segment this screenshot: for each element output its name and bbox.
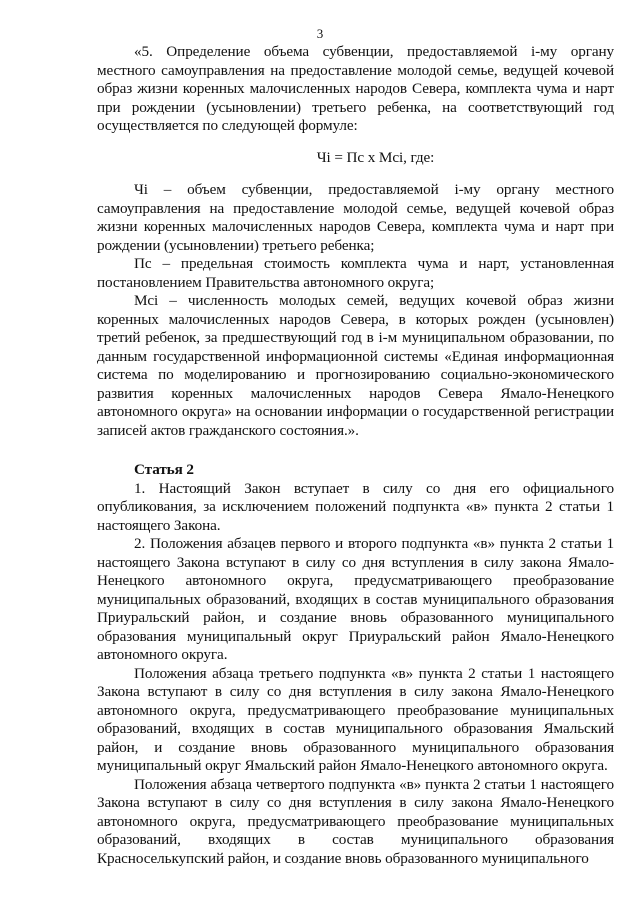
paragraph-term-chi: Чi – объем субвенции, предоставляемой i-му органу местного самоуправления на предоставление молодой семье, ведущей кочевой образ жизни коренных малочисленных народов Севера, комплекта чума и нарт при рождении (усыновлении) третьего ребенка;: [97, 181, 614, 254]
article-paragraph-4: Положения абзаца четвертого подпункта «в» пункта 2 статьи 1 настоящего Закона вступают в силу со дня вступления в силу закона Ямало-Ненецкого автономного округа, предусматривающего преобразование муниципальных образований, входящих в состав муниципального образования Красноселькупский район, и создание вновь образованного муниципального: [97, 775, 614, 867]
paragraph-subvention-definition: «5. Определение объема субвенции, предоставляемой i-му органу местного самоуправления на предоставление молодой семье, ведущей кочевой образ жизни коренных малочисленных народов Севера, комплекта чума и нарт при рождении (усыновлении) третьего ребенка, на соответствующий год осуществляется по следующей формуле:: [97, 43, 614, 134]
document-body: [97, 43, 614, 868]
article-paragraph-1: 1. Настоящий Закон вступает в силу со дня его официального опубликования, за исключением положений подпункта «в» пункта 2 статьи 1 настоящего Закона.: [97, 479, 614, 534]
article-paragraph-2: 2. Положения абзацев первого и второго подпункта «в» пункта 2 статьи 1 настоящего Закона вступают в силу со дня вступления в силу закона Ямало-Ненецкого автономного округа, предусматривающего преобразование муниципальных образований, входящих в состав муниципального образования Приуральский район, и создание вновь образованного муниципального образования муниципальный округ Приуральский район Ямало-Ненецкого автономного округа.: [97, 535, 614, 663]
article-heading: Статья 2: [134, 461, 194, 478]
article-paragraph-3: Положения абзаца третьего подпункта «в» пункта 2 статьи 1 настоящего Закона вступают в силу со дня вступления в силу закона Ямало-Ненецкого автономного округа, предусматривающего преобразование муниципальных образований, входящих в состав муниципального образования Ямальский район, и создание вновь образованного муниципального образования муниципальный округ Ямальский район Ямало-Ненецкого автономного округа.: [97, 664, 614, 774]
paragraph-term-msi: Мсi – численность молодых семей, ведущих кочевой образ жизни коренных малочисленных народов Севера, в которых рожден (усыновлен) третий ребенок, за предшествующий год в i-м муниципальном образовании, по данным государственной информационной системы «Единая информационная система по моделированию и прогнозированию социально-экономического развития коренных малочисленных народов Севера Ямало-Ненецкого автономного округа» на основании информации о государственной регистрации записей актов гражданского состояния.».: [97, 292, 614, 439]
formula: Чi = Пс х Мсi, где:: [316, 148, 435, 166]
page-number: 3: [316, 26, 324, 41]
paragraph-term-ps: Пс – предельная стоимость комплекта чума и нарт, установленная постановлением Правительства автономного округа;: [97, 255, 614, 291]
